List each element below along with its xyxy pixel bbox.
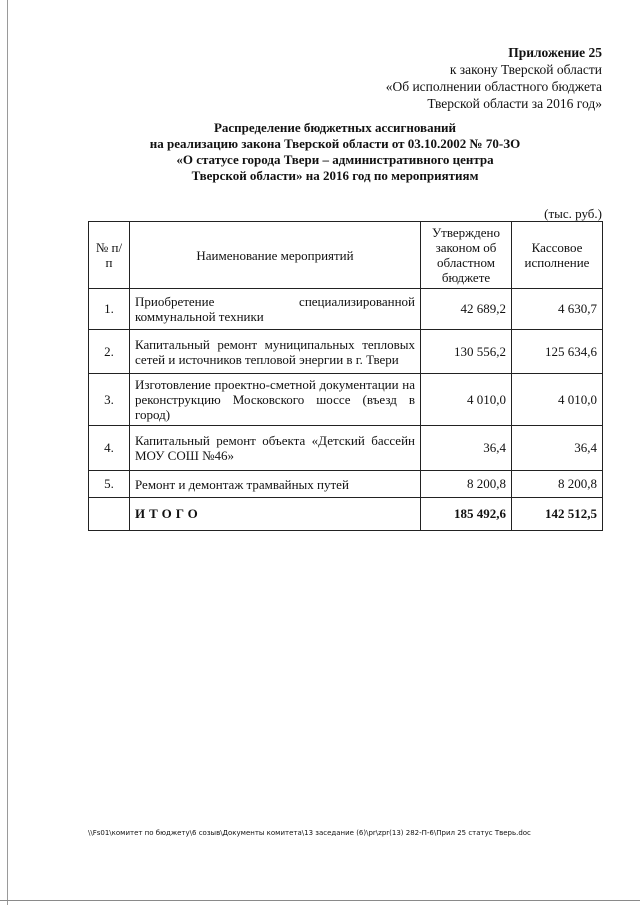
table-row: [89, 471, 603, 498]
row-name: Капитальный ремонт объекта «Детский бассейн МОУ СОШ №46»: [130, 426, 421, 471]
appendix-line-1: к закону Тверской области: [449, 62, 602, 77]
row-approved: 42 689,2: [421, 289, 512, 330]
row-name: Капитальный ремонт муниципальных тепловых сетей и источников тепловой энергии в г. Твери: [130, 330, 421, 374]
units-label: (тыс. руб.): [544, 206, 602, 221]
total-num-empty: [89, 498, 130, 531]
table-total-row: [89, 498, 603, 531]
row-approved: 8 200,8: [421, 471, 512, 498]
table-row: [89, 330, 603, 374]
table-header-row: [89, 222, 603, 289]
document-heading: [100, 120, 570, 184]
total-approved: 185 492,6: [421, 498, 512, 531]
row-cash: 8 200,8: [512, 471, 603, 498]
budget-table: [88, 221, 603, 531]
total-label: ИТОГО: [130, 498, 421, 531]
row-name: Приобретение специализированной коммунальной техники: [130, 289, 421, 330]
header-approved: Утверждено законом об областном бюджете: [421, 222, 512, 289]
scan-bottom-line: [0, 900, 640, 901]
row-approved: 4 010,0: [421, 374, 512, 426]
header-num: № п/п: [89, 222, 130, 289]
header-name: Наименование мероприятий: [130, 222, 421, 289]
row-cash: 4 010,0: [512, 374, 603, 426]
row-approved: 130 556,2: [421, 330, 512, 374]
row-name: Ремонт и демонтаж трамвайных путей: [130, 471, 421, 498]
heading-line-1: Распределение бюджетных ассигнований: [213, 120, 457, 135]
row-approved: 36,4: [421, 426, 512, 471]
heading-line-4: Тверской области» на 2016 год по мероприятиям: [191, 168, 479, 183]
appendix-line-2: «Об исполнении областного бюджета: [385, 79, 602, 94]
row-cash: 36,4: [512, 426, 603, 471]
row-num: 4.: [89, 426, 130, 471]
row-num: 1.: [89, 289, 130, 330]
total-cash: 142 512,5: [512, 498, 603, 531]
heading-line-3: «О статусе города Твери – административного центра: [176, 152, 494, 167]
appendix-title: Приложение 25: [508, 45, 602, 60]
row-cash: 125 634,6: [512, 330, 603, 374]
row-num: 2.: [89, 330, 130, 374]
row-name: Изготовление проектно-сметной документации на реконструкцию Московского шоссе (въезд в город): [130, 374, 421, 426]
row-num: 5.: [89, 471, 130, 498]
appendix-line-3: Тверской области за 2016 год»: [427, 96, 602, 111]
scan-edge-line: [7, 0, 8, 905]
heading-line-2: на реализацию закона Тверской области от 03.10.2002 № 70-ЗО: [149, 136, 521, 151]
header-cash: Кассовое исполнение: [512, 222, 603, 289]
row-num: 3.: [89, 374, 130, 426]
table-row: [89, 426, 603, 471]
table-row: [89, 374, 603, 426]
appendix-block: [386, 44, 602, 112]
row-cash: 4 630,7: [512, 289, 603, 330]
footer-file-path: \\Fs01\комитет по бюджету\6 созыв\Документы комитета\13 заседание (6)\pr\zpr(13) 282-П-6\Прил 25 статус Тверь.doc: [88, 829, 531, 837]
table-row: [89, 289, 603, 330]
